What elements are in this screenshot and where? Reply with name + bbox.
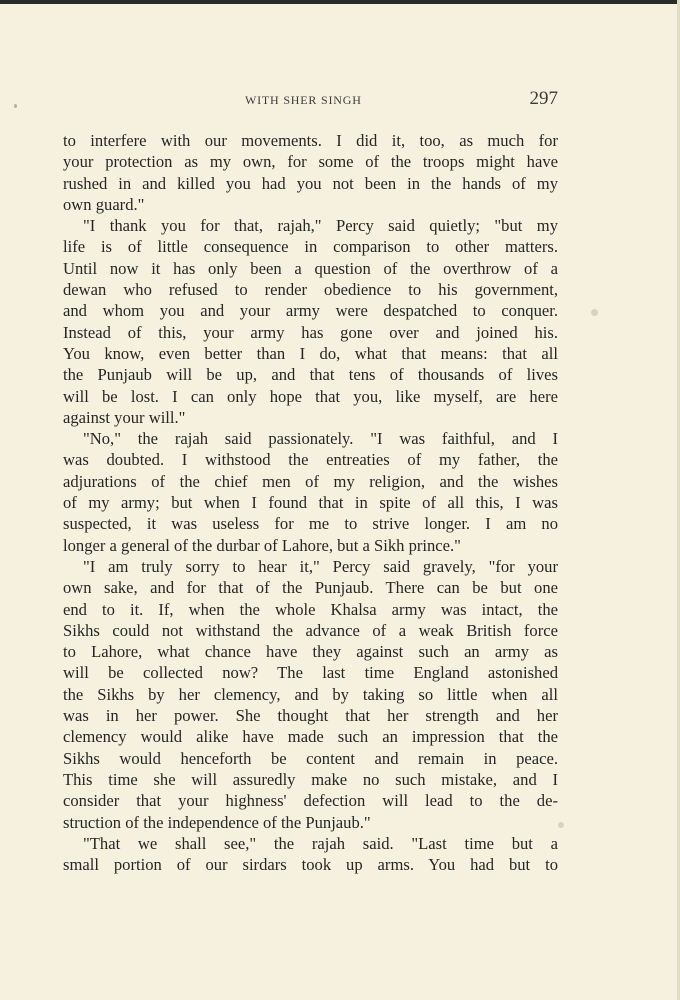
text-line: rushed in and killed you had you not been in the hands of my [63,173,558,193]
text-line: struction of the independence of the Punjaub." [63,812,371,832]
text-line: and whom you and your army were despatched to conquer. [63,301,558,321]
text-line: life is of little consequence in comparison to other matters. [63,237,558,257]
text-line: of my army; but when I found that in spite of all this, I was [63,493,558,513]
paper-speck [591,309,598,316]
paper-speck [14,104,17,108]
text-line: clemency would alike have made such an impression that the [63,727,558,747]
text-line: own guard." [63,194,145,214]
page-header [63,88,558,112]
top-edge-rule [0,0,680,4]
text-line: the Sikhs by her clemency, and by taking so little when all [63,684,558,704]
text-line: against your will." [63,407,186,427]
text-line: own sake, and for that of the Punjaub. There can be but one [63,578,558,598]
text-line: the Punjaub will be up, and that tens of thousands of lives [63,365,558,385]
text-line: will be collected now? The last time England astonished [63,663,558,683]
running-head: WITH SHER SINGH [245,93,362,107]
text-line: to interfere with our movements. I did it, too, as much for [63,131,558,150]
text-line: was doubted. I withstood the entreaties of my father, the [63,450,558,470]
paper-speck [558,822,564,828]
text-line: "I am truly sorry to hear it," Percy said gravely, "for your [83,556,558,576]
text-line: "No," the rajah said passionately. "I was faithful, and I [83,429,558,449]
text-line: adjurations of the chief men of my religion, and the wishes [63,471,558,491]
text-line: Until now it has only been a question of the overthrow of a [63,258,558,278]
text-line: end to it. If, when the whole Khalsa army was intact, the [63,599,558,619]
text-line: to Lahore, what chance have they against such an army as [63,642,558,662]
text-line: Sikhs could not withstand the advance of a weak British force [63,620,558,640]
text-line: small portion of our sirdars took up arms. You had but to [63,855,558,875]
text-line: Instead of this, your army has gone over and joined his. [63,322,558,342]
text-line: was in her power. She thought that her strength and her [63,706,558,726]
text-line: suspected, it was useless for me to strive longer. I am no [63,514,558,534]
text-line: longer a general of the durbar of Lahore, but a Sikh prince." [63,535,461,555]
text-line: "That we shall see," the rajah said. "Last time but a [83,833,558,853]
page-number: 297 [529,88,558,109]
text-line: will be lost. I can only hope that you, like myself, are here [63,386,558,406]
text-line: Sikhs would henceforth be content and remain in peace. [63,748,558,768]
body-text [63,130,558,875]
text-line: dewan who refused to render obedience to his government, [63,280,558,300]
text-line: consider that your highness' defection will lead to the de- [63,791,558,811]
text-line: You know, even better than I do, what that means: that all [63,343,558,363]
text-line: "I thank you for that, rajah," Percy said quietly; "but my [83,216,558,236]
text-line: your protection as my own, for some of the troops might have [63,152,558,172]
text-line: This time she will assuredly make no such mistake, and I [63,769,558,789]
